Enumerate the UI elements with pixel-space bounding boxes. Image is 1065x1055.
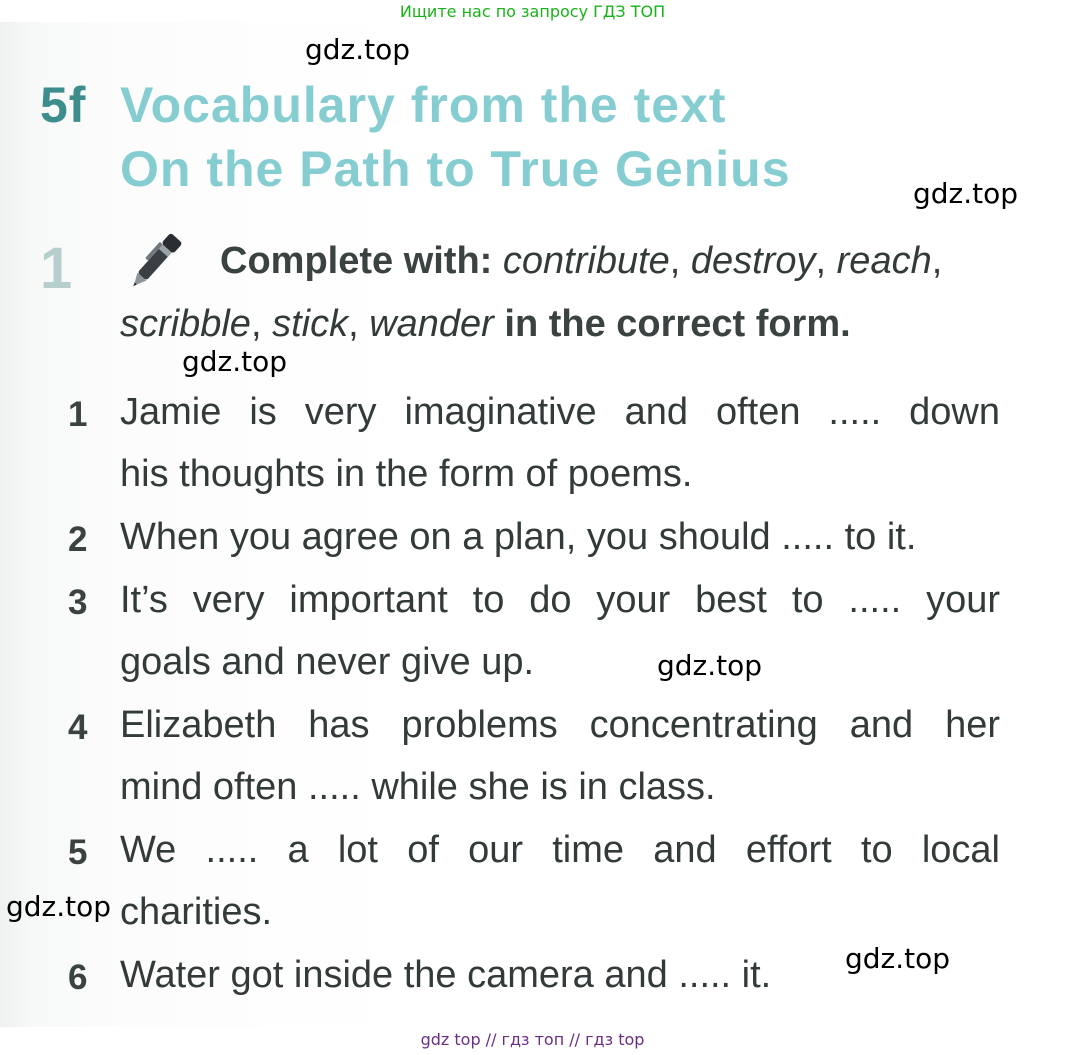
item-6-line1: Water got inside the camera and ..... it. <box>120 954 772 996</box>
item-number: 3 <box>68 583 88 622</box>
instruction-tail: in the correct form. <box>504 303 851 345</box>
item-2-line1: When you agree on a plan, you should ..... to it. <box>120 516 917 558</box>
word-reach: reach <box>836 240 932 282</box>
item-number: 1 <box>68 395 88 434</box>
item-number: 2 <box>68 520 88 559</box>
word-scribble: scribble <box>120 303 251 345</box>
top-banner[interactable]: Ищите нас по запросу ГДЗ ТОП <box>399 2 666 21</box>
item-1-line2: his thoughts in the form of poems. <box>120 453 693 495</box>
watermark: gdz.top <box>6 890 112 923</box>
item-number: 4 <box>68 708 88 747</box>
section-title-line1: Vocabulary from the text <box>120 77 727 133</box>
word-contribute: contribute <box>502 240 670 282</box>
item-1-line1: Jamie is very imaginative and often ..... down <box>120 391 1000 433</box>
exercise-instruction-line2: scribble, stick, wander in the correct form. <box>120 303 851 345</box>
word-stick: stick <box>272 303 349 345</box>
word-wander: wander <box>369 303 494 345</box>
exercise-instruction-line1: Complete with: contribute, destroy, reach, <box>220 240 943 282</box>
bottom-banner[interactable]: gdz top // гдз топ // гдз top <box>420 1030 645 1049</box>
item-4-line1: Elizabeth has problems concentrating and her <box>120 704 1000 746</box>
section-title-line2: On the Path to True Genius <box>120 141 791 197</box>
instruction-lead: Complete with: <box>220 240 493 282</box>
watermark: gdz.top <box>182 345 288 378</box>
item-number: 6 <box>68 958 88 997</box>
item-4-line2: mind often ..... while she is in class. <box>120 766 716 808</box>
watermark: gdz.top <box>845 942 951 975</box>
item-5-line2: charities. <box>120 891 273 933</box>
item-number: 5 <box>68 833 88 872</box>
item-3-line1: It’s very important to do your best to ..... your <box>120 579 1000 621</box>
watermark: gdz.top <box>913 177 1019 210</box>
item-5-line1: We ..... a lot of our time and effort to local <box>120 829 1000 871</box>
item-3-line2: goals and never give up. <box>120 641 535 683</box>
watermark: gdz.top <box>657 649 763 682</box>
word-destroy: destroy <box>690 240 816 282</box>
exercise-number: 1 <box>40 236 73 301</box>
watermark: gdz.top <box>305 33 411 66</box>
section-number: 5f <box>40 77 87 133</box>
